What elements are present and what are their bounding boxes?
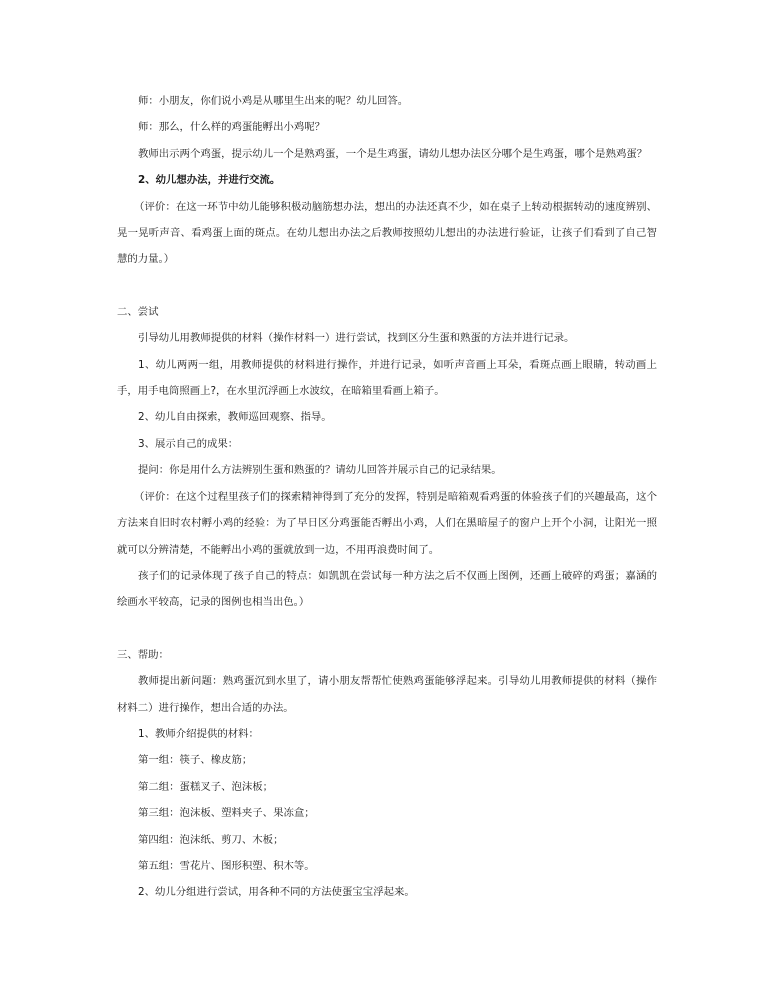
- paragraph-show-results: 3、展示自己的成果：: [138, 437, 239, 450]
- paragraph-materials-intro: 1、教师介绍提供的材料：: [138, 727, 259, 740]
- paragraph-guide-try: 引导幼儿用教师提供的材料（操作材料一）进行尝试，找到区分生蛋和熟蛋的方法并进行记录。: [138, 332, 575, 345]
- paragraph-group-try: 2、幼儿分组进行尝试，用各种不同的方法使蛋宝宝浮起来。: [138, 886, 415, 899]
- section-heading-help: 三、帮助：: [117, 648, 169, 661]
- paragraph-free-exploration: 2、幼儿自由探索，教师巡回观察、指导。: [138, 411, 332, 424]
- section-heading-try: 二、尝试: [117, 305, 159, 318]
- section-gap: [117, 273, 657, 299]
- paragraph-teacher-shows-eggs: 教师出示两个鸡蛋，提示幼儿一个是熟鸡蛋，一个是生鸡蛋，请幼儿想办法区分哪个是生鸡蛋，哪个是熟鸡蛋？: [138, 147, 648, 160]
- paragraph-question-method: 提问：你是用什么方法辨别生蛋和熟蛋的？请幼儿回答并展示自己的记录结果。: [138, 464, 502, 477]
- paragraph-evaluation-2: （评价：在这个过程里孩子们的探索精神得到了充分的发挥，特别是暗箱观看鸡蛋的体验孩子们的兴趣最高，这个方法来自旧时农村孵小鸡的经验：为了早日区分鸡蛋能否孵出小鸡，人们在黑暗屋子的窗户上开个小洞，让阳光一照就可以分辨清楚，不能孵出小鸡的蛋就放到一边，不用再浪费时间了。: [117, 490, 657, 556]
- paragraph-pair-operation: 1、幼儿两两一组，用教师提供的材料进行操作，并进行记录，如听声音画上耳朵，看斑点画上眼睛，转动画上手，用手电筒照画上?，在水里沉浮画上水波纹，在暗箱里看画上箱子。: [117, 358, 657, 398]
- document-page: [117, 88, 657, 906]
- paragraph-new-problem: 教师提出新问题：熟鸡蛋沉到水里了，请小朋友帮帮忙使熟鸡蛋能够浮起来。引导幼儿用教师提供的材料（操作材料二）进行操作，想出合适的办法。: [117, 675, 657, 714]
- materials-group-5: 第五组：雪花片、图形积塑、积木等。: [138, 859, 315, 872]
- materials-group-1: 第一组：筷子、橡皮筋；: [138, 754, 253, 767]
- materials-group-2: 第二组：蛋糕叉子、泡沫板；: [138, 780, 274, 793]
- paragraph-evaluation-1: （评价：在这一环节中幼儿能够积极动脑筋想办法，想出的办法还真不少，如在桌子上转动根据转动的速度辨别、晃一晃听声音、看鸡蛋上面的斑点。在幼儿想出办法之后教师按照幼儿想出的办法进行验证，让孩子们看到了自己智慧的力量。）: [117, 200, 657, 266]
- step-heading-think-and-discuss: 2、幼儿想办法，并进行交流。: [138, 174, 281, 187]
- materials-group-4: 第四组：泡沫纸、剪刀、木板；: [138, 833, 284, 846]
- materials-group-3: 第三组：泡沫板、塑料夹子、果冻盒；: [138, 807, 315, 820]
- paragraph-records-feature: 孩子们的记录体现了孩子自己的特点：如凯凯在尝试每一种方法之后不仅画上图例，还画上破碎的鸡蛋；嘉涵的绘画水平较高，记录的图例也相当出色。）: [117, 569, 657, 609]
- paragraph-teacher-question-1: 师：小朋友，你们说小鸡是从哪里生出来的呢？幼儿回答。: [138, 95, 409, 107]
- paragraph-teacher-question-2: 师：那么，什么样的鸡蛋能孵出小鸡呢？: [138, 121, 326, 134]
- section-gap: [117, 616, 657, 642]
